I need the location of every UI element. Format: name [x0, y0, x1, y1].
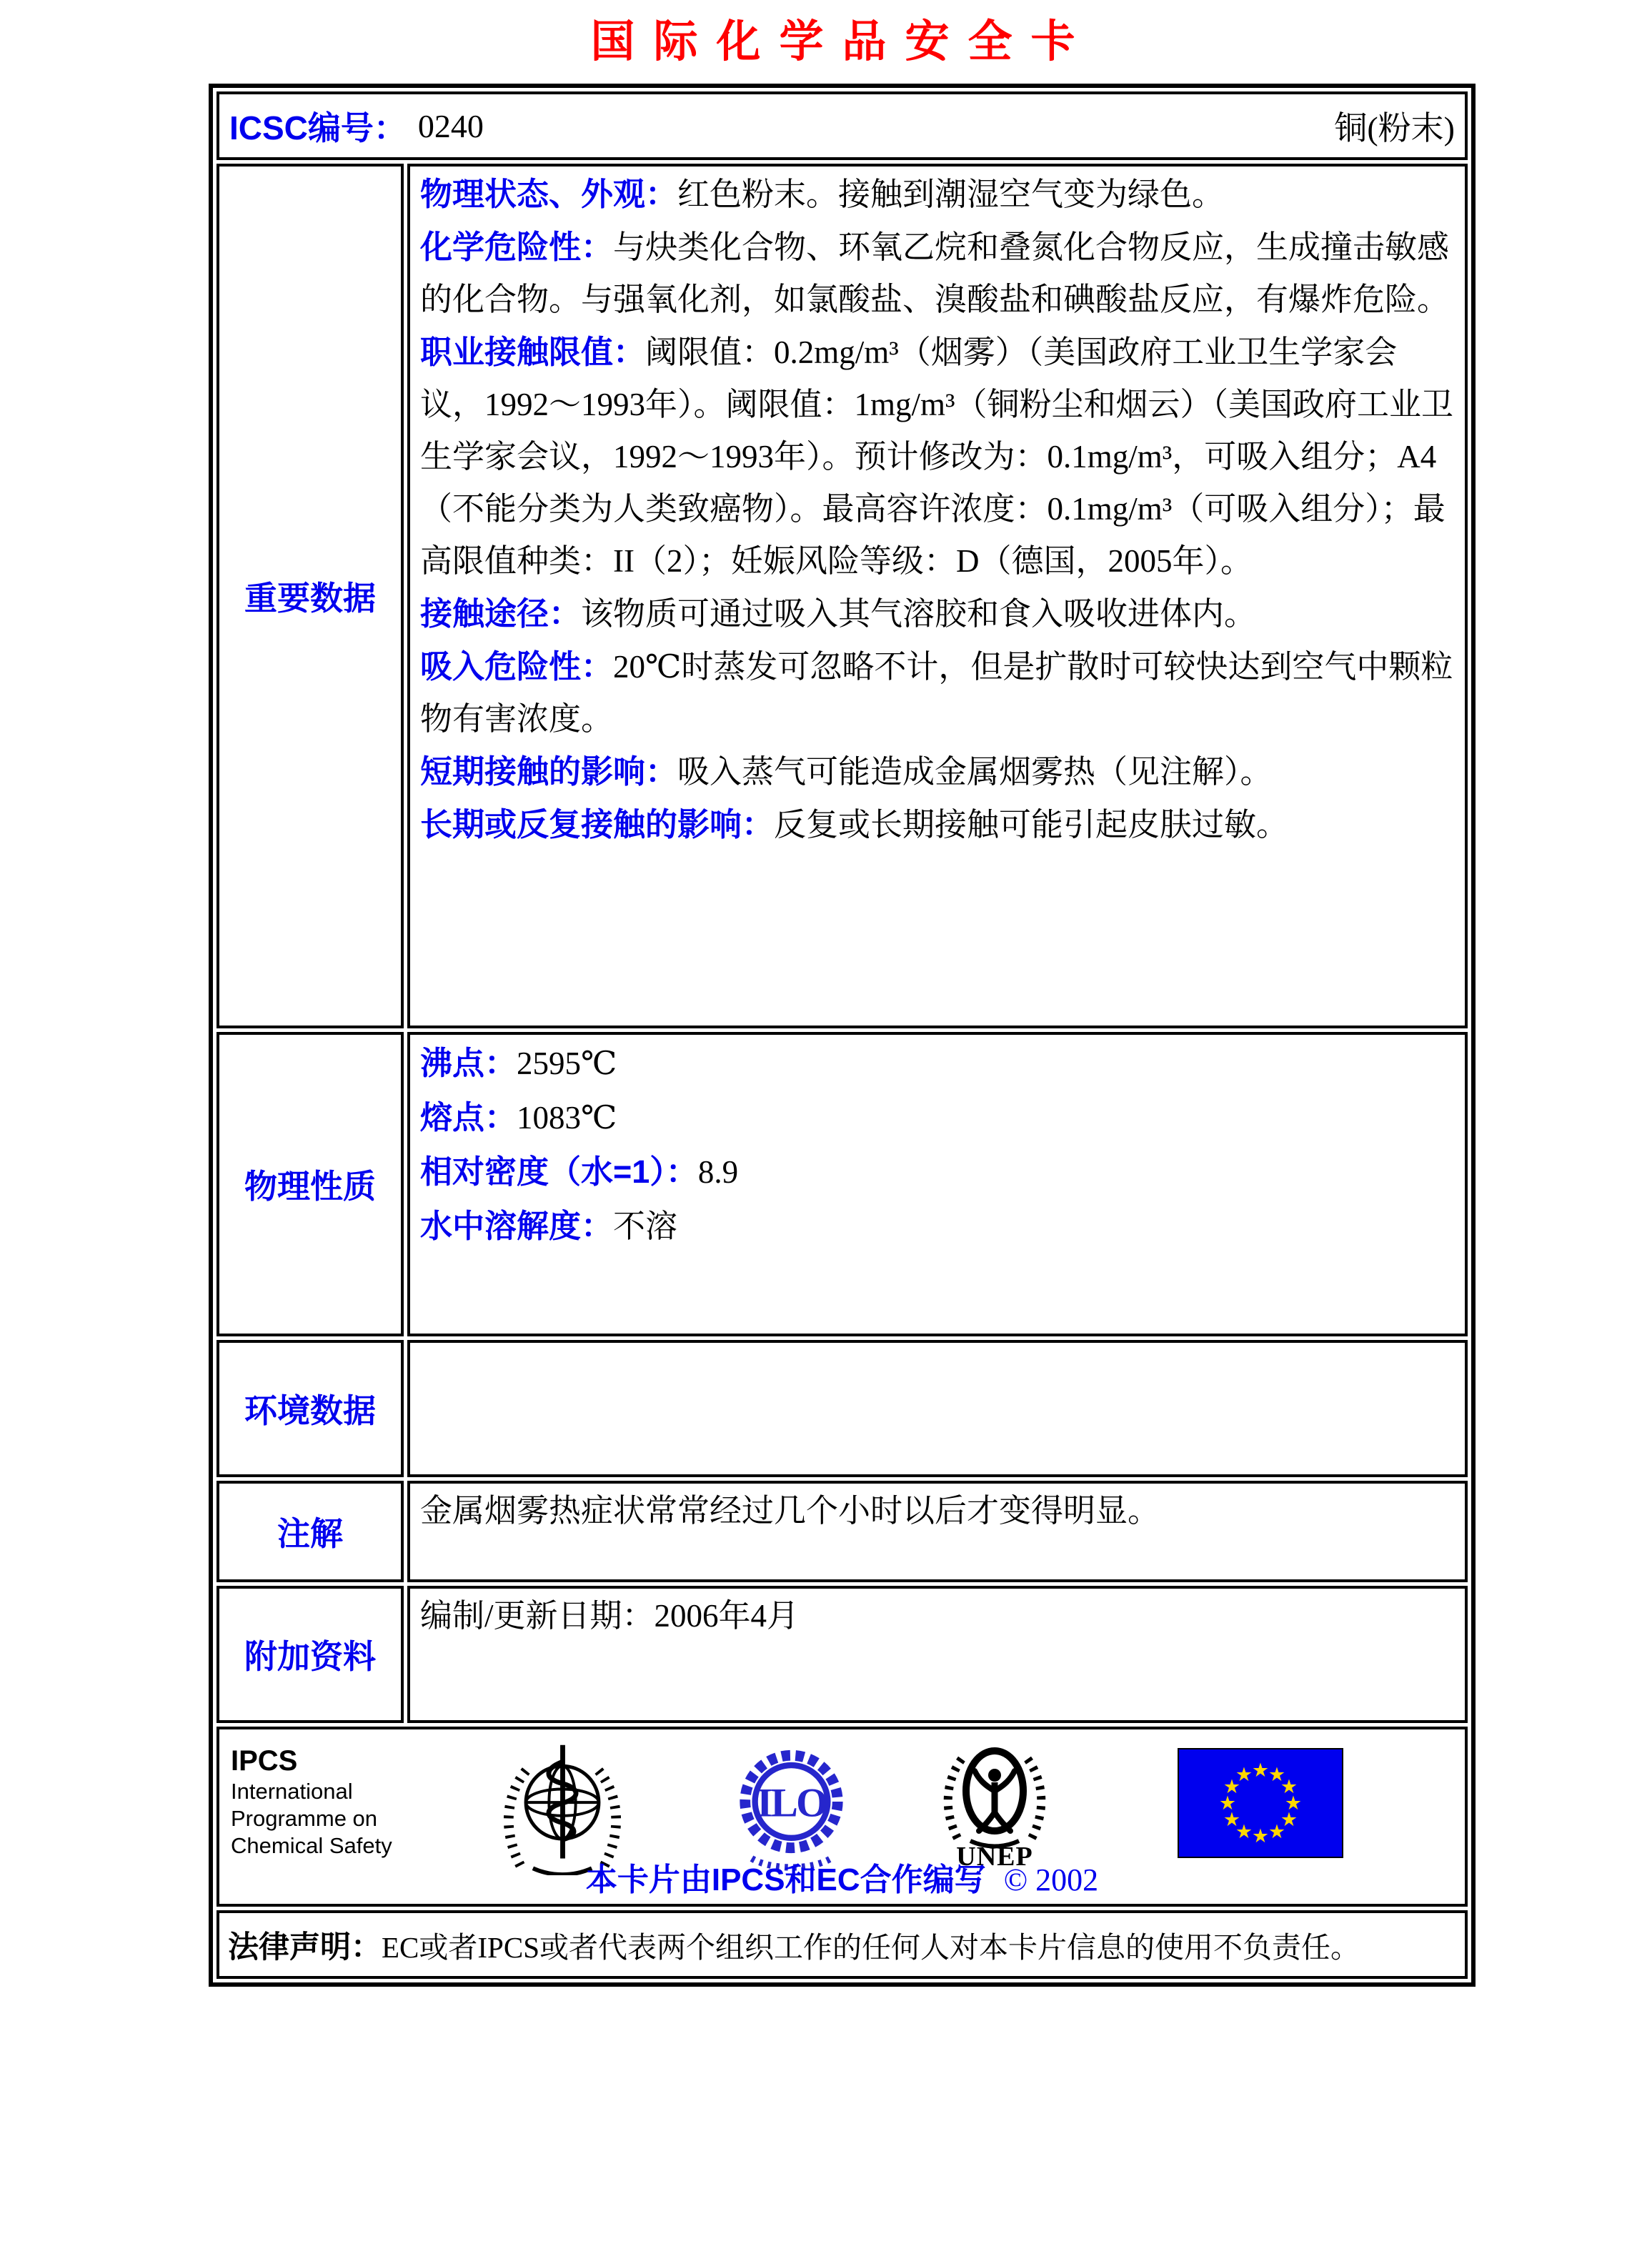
icsc-number-value: 0240 — [417, 107, 484, 144]
ipcs-text-block — [231, 1744, 445, 1860]
caption-text: 本卡片由IPCS和EC合作编写 — [585, 1862, 986, 1897]
environmental-data-row — [217, 1340, 1468, 1477]
field-chemical-hazard — [420, 221, 1458, 326]
substance-name: 铜(粉末) — [1334, 110, 1455, 147]
legal-notice-cell — [217, 1910, 1468, 1979]
section-label-text: 物理性质 — [244, 1168, 376, 1205]
field-water-solubility — [420, 1199, 1458, 1253]
field-label: 化学危险性： — [420, 229, 614, 265]
environmental-data-content — [407, 1340, 1468, 1477]
ilo-logo-icon — [725, 1739, 857, 1872]
svg-text:★: ★ — [1251, 1759, 1270, 1782]
field-long-term-effects — [420, 798, 1458, 851]
additional-info-row — [217, 1586, 1468, 1723]
field-value: 吸入蒸气可能造成金属烟雾热（见注解）。 — [677, 754, 1273, 790]
header-row — [217, 91, 1468, 160]
field-label: 相对密度（水=1）： — [420, 1153, 698, 1190]
field-value: 金属烟雾热症状常常经过几个小时以后才变得明显。 — [420, 1493, 1160, 1529]
page-title: 国际化学品安全卡 — [590, 15, 1094, 67]
legal-notice-label: 法律声明： — [228, 1930, 382, 1965]
ipcs-line2: Programme on — [231, 1806, 378, 1831]
field-label: 长期或反复接触的影响： — [420, 806, 775, 843]
svg-text:★: ★ — [1280, 1776, 1298, 1798]
field-label: 吸入危险性： — [420, 648, 614, 685]
field-label: 短期接触的影响： — [420, 753, 678, 790]
svg-text:★: ★ — [1280, 1809, 1298, 1831]
unep-letters: UNEP — [956, 1842, 1033, 1868]
legal-notice-row — [217, 1910, 1468, 1979]
section-label-additional — [217, 1586, 404, 1723]
icsc-number-label: ICSC编号： — [229, 109, 407, 147]
ipcs-line1: International — [231, 1779, 353, 1804]
field-inhalation-risk — [420, 640, 1458, 745]
section-label-text: 注解 — [277, 1515, 343, 1552]
field-value: 反复或长期接触可能引起皮肤过敏。 — [774, 807, 1289, 843]
field-value: 2595℃ — [517, 1046, 617, 1081]
field-value: 8.9 — [697, 1154, 739, 1190]
field-label: 水中溶解度： — [420, 1208, 614, 1244]
field-value: 不溶 — [613, 1208, 678, 1244]
field-physical-state — [420, 168, 1458, 221]
header-cell — [217, 91, 1468, 160]
svg-text:★: ★ — [1268, 1821, 1286, 1843]
field-value: 红色粉末。接触到潮湿空气变为绿色。 — [677, 177, 1225, 212]
notes-row — [217, 1481, 1468, 1582]
section-label-environment — [217, 1340, 404, 1477]
ipcs-acronym: IPCS — [231, 1745, 298, 1777]
svg-text:★: ★ — [1251, 1825, 1270, 1847]
field-melting-point — [420, 1091, 1458, 1145]
svg-text:★: ★ — [1235, 1764, 1253, 1786]
field-label: 熔点： — [420, 1099, 517, 1136]
field-short-term-effects — [420, 745, 1458, 798]
svg-text:★: ★ — [1223, 1809, 1241, 1831]
section-label-notes — [217, 1481, 404, 1582]
field-label: 沸点： — [420, 1045, 517, 1081]
ipcs-line3: Chemical Safety — [231, 1833, 392, 1858]
legal-notice-text: EC或者IPCS或者代表两个组织工作的任何人对本卡片信息的使用不负责任。 — [382, 1930, 1360, 1964]
field-boiling-point — [420, 1036, 1458, 1091]
section-label-important — [217, 164, 404, 1028]
ilo-letters: ILO — [757, 1780, 826, 1826]
field-occupational-limits — [420, 326, 1458, 587]
field-value: 阈限值：0.2mg/m³（烟雾）（美国政府工业卫生学家会议，1992～1993年）。阈限值：1mg/m³（铜粉尘和烟云）（美国政府工业卫生学家会议，1992～1993年）。预计修改为：0.1mg/m³，可吸入组分；A4（不能分类为人类致癌物）。最高容许浓度：0.1mg/m³（可吸入组分）；最高限值种类：II（2）；妊娠风险等级：D（德国，2005年）。 — [420, 334, 1454, 579]
section-label-text: 附加资料 — [244, 1638, 376, 1675]
section-label-text: 重要数据 — [244, 580, 376, 617]
svg-text:★: ★ — [1268, 1764, 1286, 1786]
field-value: 与炔类化合物、环氧乙烷和叠氮化合物反应，生成撞击敏感的化合物。与强氧化剂，如氯酸盐、溴酸盐和碘酸盐反应，有爆炸危险。 — [420, 229, 1450, 317]
additional-info-content — [407, 1586, 1468, 1723]
icsc-card — [209, 84, 1476, 1987]
physical-properties-row — [217, 1032, 1468, 1336]
field-value: 20℃时蒸发可忽略不计，但是扩散时可较快达到空气中颗粒物有害浓度。 — [420, 649, 1453, 737]
physical-properties-content — [407, 1032, 1468, 1336]
svg-text:★: ★ — [1284, 1792, 1303, 1814]
section-label-physical — [217, 1032, 404, 1336]
unep-logo-icon — [923, 1739, 1066, 1868]
section-label-text: 环境数据 — [244, 1392, 376, 1429]
caption-copyright: © 2002 — [1003, 1862, 1099, 1897]
field-value: 该物质可通过吸入其气溶胶和食入吸收进体内。 — [581, 596, 1257, 632]
field-relative-density — [420, 1145, 1458, 1199]
important-data-row — [217, 164, 1468, 1028]
field-label: 接触途径： — [420, 595, 582, 632]
svg-text:★: ★ — [1218, 1792, 1237, 1814]
organizations-row — [217, 1727, 1468, 1907]
svg-text:★: ★ — [1235, 1821, 1253, 1843]
cooperation-caption — [219, 1854, 1465, 1900]
eu-flag-icon — [1178, 1748, 1343, 1858]
field-label: 职业接触限值： — [420, 334, 646, 370]
organizations-cell — [217, 1727, 1468, 1907]
notes-content — [407, 1481, 1468, 1582]
field-value: 编制/更新日期：2006年4月 — [420, 1598, 800, 1634]
field-value: 1083℃ — [517, 1100, 617, 1136]
field-exposure-routes — [420, 587, 1458, 640]
svg-text:★: ★ — [1223, 1776, 1241, 1798]
field-label: 物理状态、外观： — [420, 176, 678, 212]
important-data-content — [407, 164, 1468, 1028]
